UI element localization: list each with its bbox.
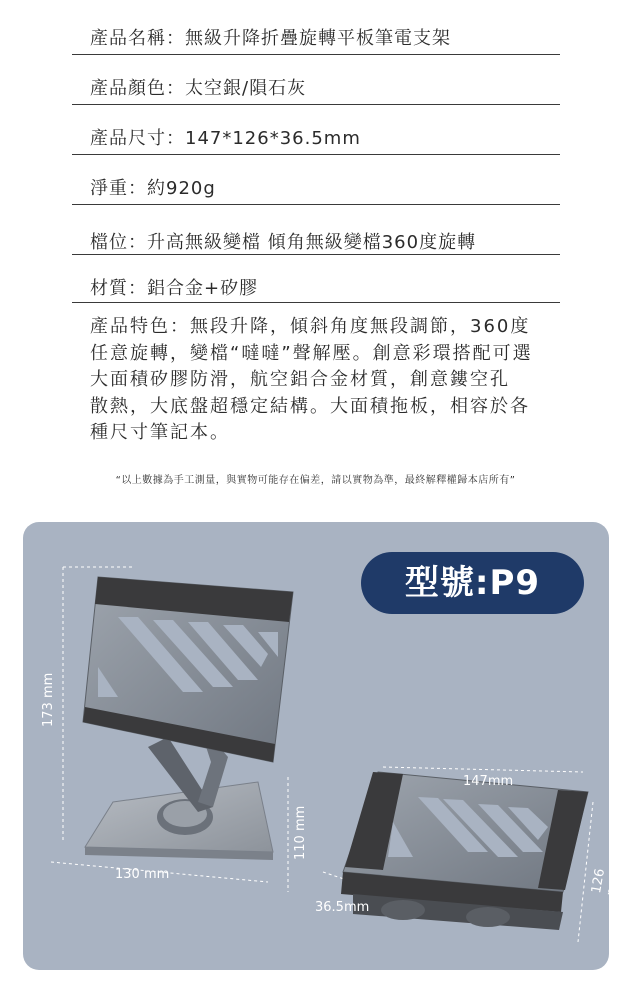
model-badge: 型號:P9 [361, 552, 584, 614]
spec-material-text: 材質：鋁合金+矽膠 [90, 278, 259, 299]
feature-line: 產品特色：無段升降，傾斜角度無段調節，360度 [90, 316, 531, 337]
disclaimer-note: “以上數據為手工測量，與實物可能存在偏差，請以實物為準，最終解釋權歸本店所有” [115, 475, 516, 486]
feature-paragraph [90, 314, 560, 447]
dimension-depth-label: 130 mm [115, 867, 170, 882]
dimension-folded-width-label: 147mm [463, 774, 514, 789]
feature-line: 大面積矽膠防滑，航空鋁合金材質，創意鏤空孔 [90, 369, 510, 390]
dimension-folded-depth-label: 126 mm [589, 867, 623, 898]
dimension-base-height-label: 110 mm [293, 805, 308, 860]
spec-name-text: 產品名稱：無級升降折疊旋轉平板筆電支架 [90, 28, 451, 49]
divider [72, 204, 560, 205]
product-image-panel [23, 522, 623, 970]
divider [72, 154, 560, 155]
divider [72, 254, 560, 255]
divider [72, 54, 560, 55]
feature-line: 任意旋轉，變檔“噠噠”聲解壓。創意彩環搭配可選 [90, 342, 533, 364]
spec-size-text: 產品尺寸：147*126*36.5mm [90, 128, 361, 149]
feature-line: 散熱，大底盤超穩定結構。大面積拖板，相容於各 [90, 395, 530, 417]
spec-gear-text: 檔位：升高無級變檔 傾角無級變檔360度旋轉 [90, 232, 477, 253]
dimension-thickness-label: 36.5mm [315, 900, 370, 915]
spec-color-text: 產品顏色：太空銀/隕石灰 [90, 78, 307, 99]
spec-weight-text: 淨重：約920g [90, 178, 216, 199]
divider [72, 302, 560, 303]
divider [72, 104, 560, 105]
dimension-height-label: 173 mm [41, 672, 56, 727]
feature-line: 種尺寸筆記本。 [90, 422, 230, 443]
